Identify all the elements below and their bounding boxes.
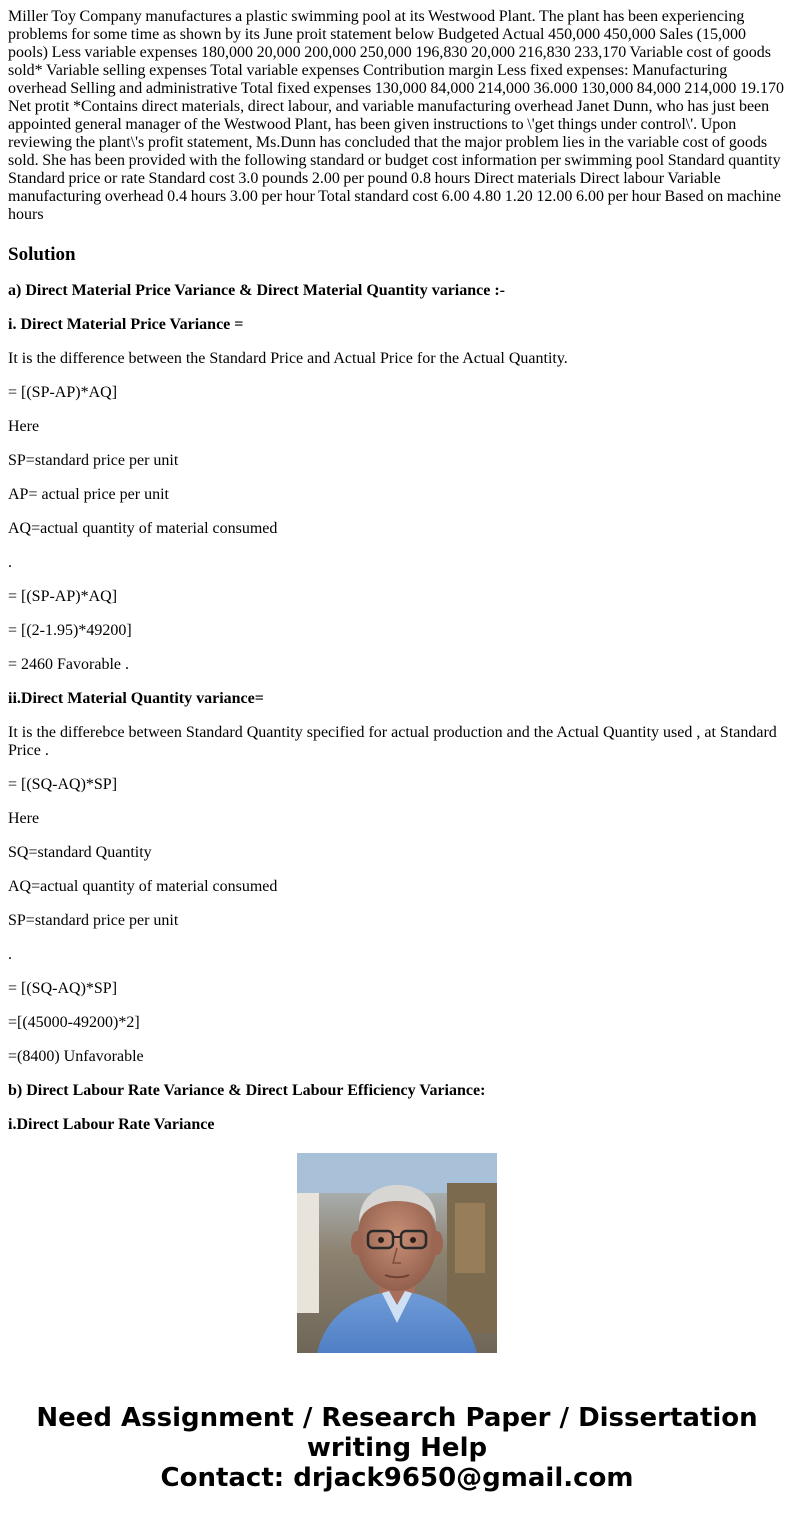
solution-subheading: i.Direct Labour Rate Variance	[8, 1116, 215, 1133]
solution-line: = [(SQ-AQ)*SP]	[8, 776, 118, 793]
solution-line: It is the difference between the Standard Price and Actual Price for the Actual Quantity.	[8, 350, 568, 367]
solution-line: AP= actual price per unit	[8, 486, 169, 503]
solution-heading: Solution	[8, 244, 76, 265]
solution-line: = [(2-1.95)*49200]	[8, 622, 132, 639]
solution-line: Here	[8, 810, 40, 827]
solution-subheading: ii.Direct Material Quantity variance=	[8, 690, 264, 707]
solution-line: .	[8, 554, 12, 571]
author-photo	[297, 1153, 497, 1353]
footer-line-1: Need Assignment / Research Paper / Dissertation	[36, 1403, 758, 1433]
solution-line: .	[8, 946, 12, 963]
contact-footer	[0, 1403, 794, 1493]
solution-line: = 2460 Favorable .	[8, 656, 129, 673]
document-content	[8, 0, 786, 1133]
question-text: Miller Toy Company manufactures a plastic swimming pool at its Westwood Plant. The plant has been experiencing problems for some time as shown by its June proit statement below Budgeted Actual 450,000 450,000 Sales (15,000 pools) Less variable expenses 180,000 20,000 200,000 250,000 196,830 20,000 216,830 233,170 Variable cost of goods sold* Variable selling expenses Total variable expenses Contribution margin Less fixed expenses: Manufacturing overhead Selling and administrative Total fixed expenses 130,000 84,000 214,000 36.000 130,000 84,000 214,000 19.170 Net protit *Contains direct materials, direct labour, and variable manufacturing overhead Janet Dunn, who has just been appointed general manager of the Westwood Plant, has been given instructions to \'get things under control\'. Upon reviewing the plant\'s profit statement, Ms.Dunn has concluded that the major problem lies in the variable cost of goods sold. She has been provided with the following standard or budget cost information per swimming pool Standard quantity Standard price or rate Standard cost 3.0 pounds 2.00 per pound 0.8 hours Direct materials Direct labour Variable manufacturing overhead 0.4 hours 3.00 per hour Total standard cost 6.00 4.80 1.20 12.00 6.00 per hour Based on machine hours	[8, 8, 784, 223]
solution-line: AQ=actual quantity of material consumed	[8, 520, 278, 537]
solution-body	[8, 282, 786, 1134]
solution-line: Here	[8, 418, 40, 435]
solution-line: =(8400) Unfavorable	[8, 1048, 144, 1065]
solution-line: AQ=actual quantity of material consumed	[8, 878, 278, 895]
solution-subheading: i. Direct Material Price Variance =	[8, 316, 244, 333]
footer-line-2: writing Help	[306, 1433, 488, 1463]
solution-subheading: a) Direct Material Price Variance & Direct Material Quantity variance :-	[8, 282, 506, 299]
solution-subheading: b) Direct Labour Rate Variance & Direct Labour Efficiency Variance:	[8, 1082, 486, 1099]
solution-line: = [(SQ-AQ)*SP]	[8, 980, 118, 997]
solution-line: SP=standard price per unit	[8, 912, 179, 929]
solution-line: It is the differebce between Standard Quantity specified for actual production and the Actual Quantity used , at Standard Price .	[8, 724, 777, 759]
solution-line: =[(45000-49200)*2]	[8, 1014, 140, 1031]
solution-line: SP=standard price per unit	[8, 452, 179, 469]
solution-line: SQ=standard Quantity	[8, 844, 152, 861]
footer-contact-email[interactable]: Contact: drjack9650@gmail.com	[160, 1463, 634, 1493]
person-portrait-image	[297, 1153, 497, 1353]
solution-line: = [(SP-AP)*AQ]	[8, 588, 118, 605]
solution-line: = [(SP-AP)*AQ]	[8, 384, 118, 401]
